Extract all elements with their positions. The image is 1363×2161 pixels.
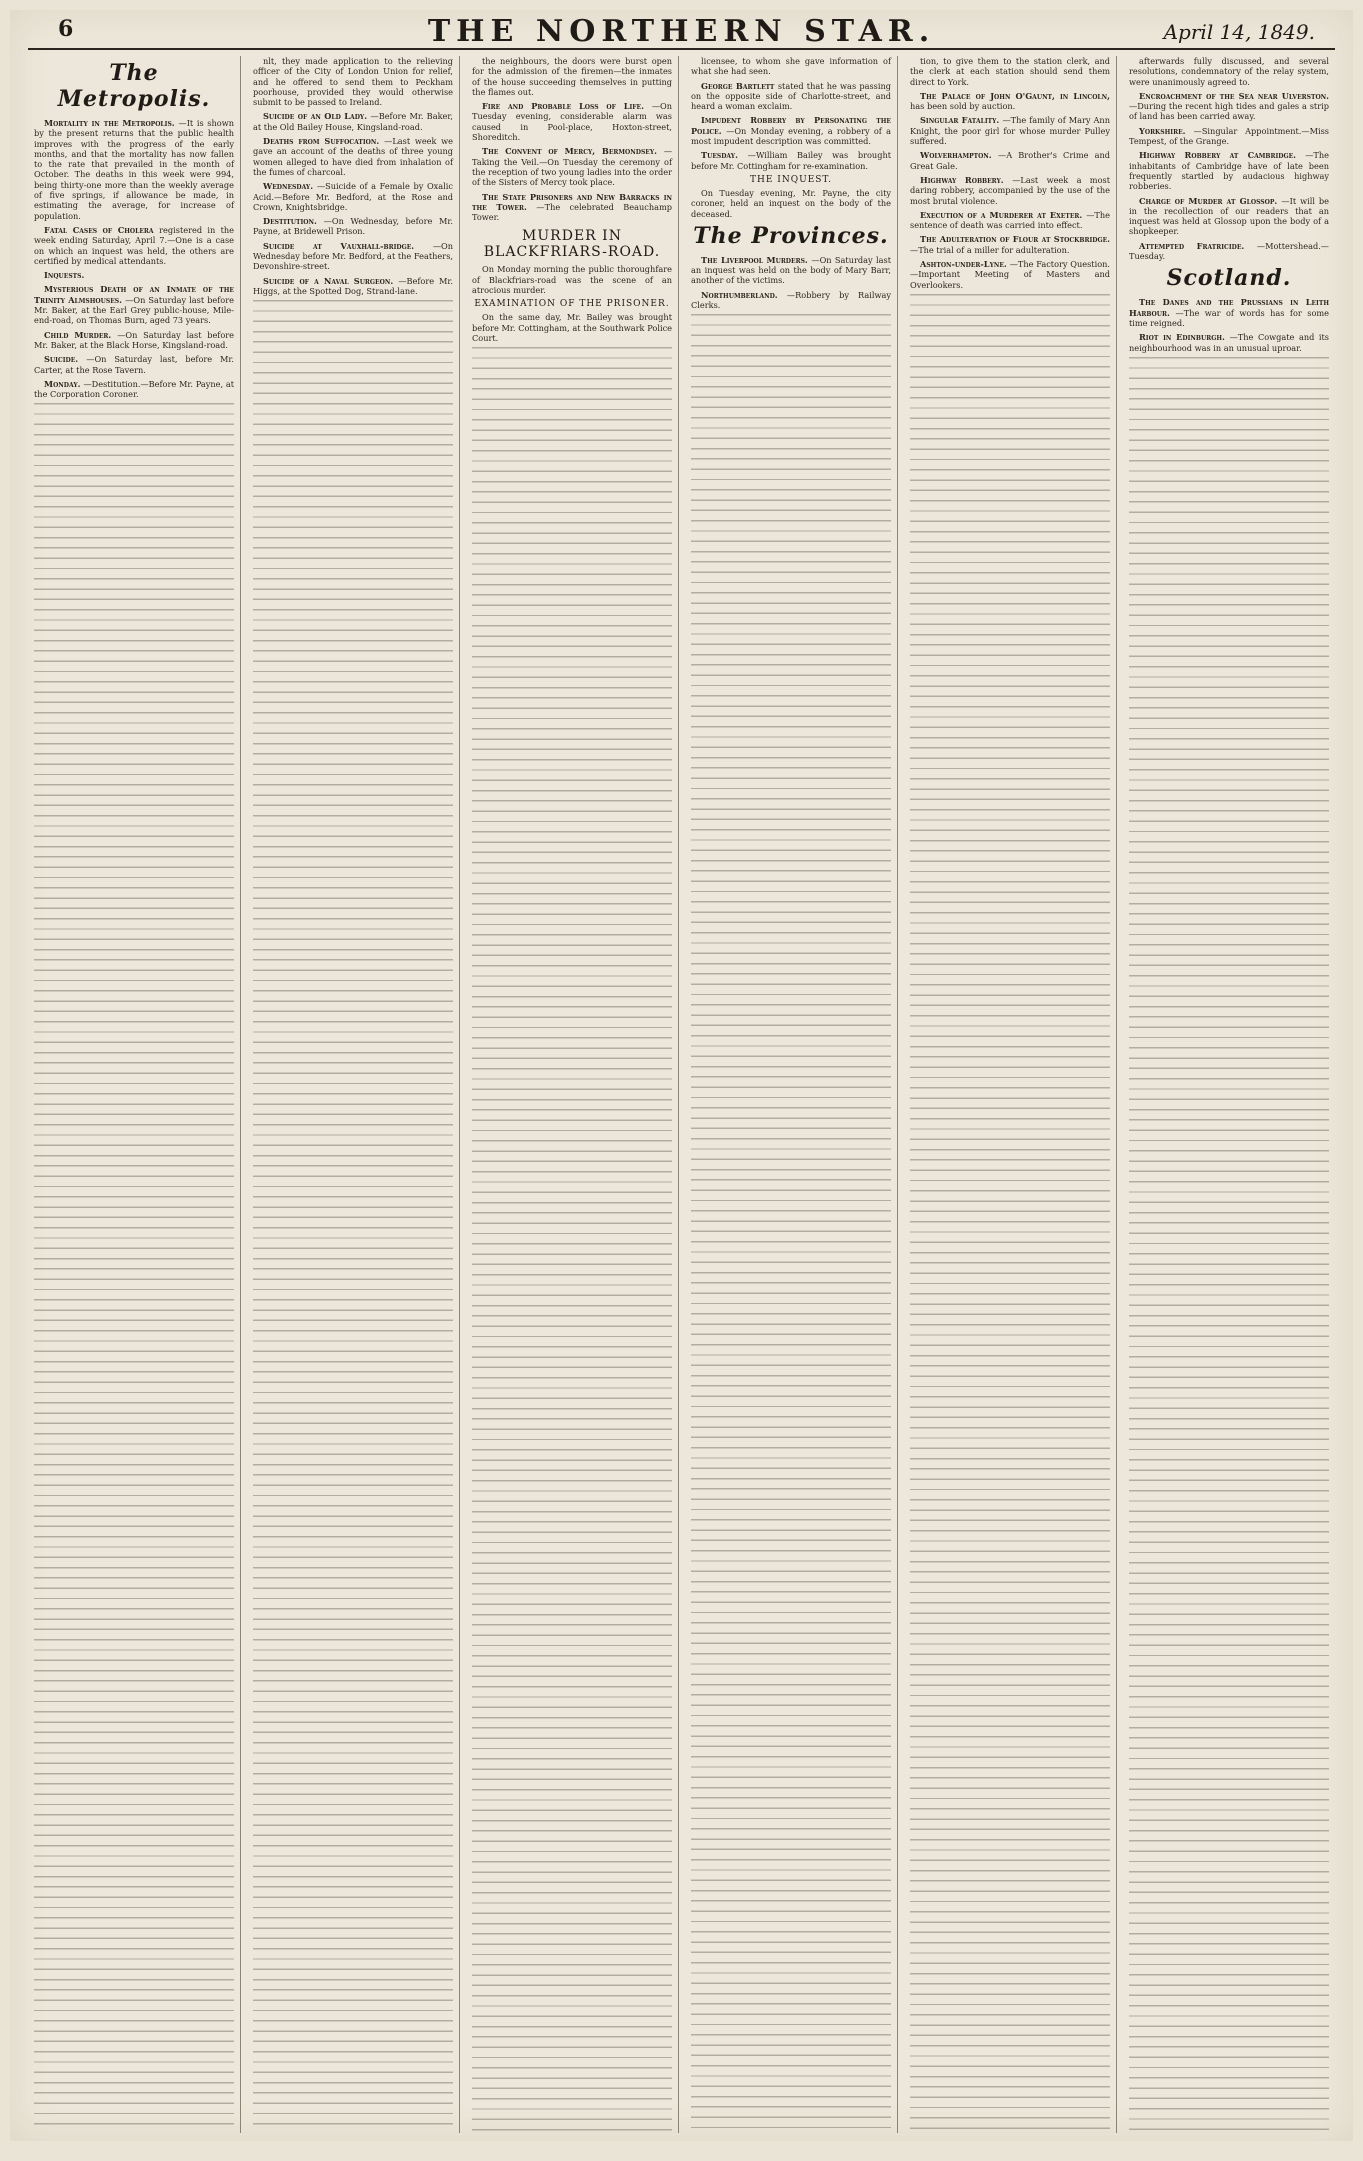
article-text: —A Brother's Crime and Great Gale. [910, 150, 1110, 171]
article-lead: Wednesday. [263, 181, 317, 192]
article-text: On Monday morning the public thoroughfare of Blackfriars-road was the scene of an atrocious murder. [472, 264, 672, 296]
article-paragraph [1129, 241, 1329, 262]
article-text: tion, to give them to the station clerk, and the clerk at each station should send them direct to York. [910, 56, 1110, 87]
article-paragraph [910, 115, 1110, 146]
newsprint-texture [253, 300, 453, 2133]
article-paragraph [910, 210, 1110, 231]
article-paragraph [472, 146, 672, 187]
column-1 [28, 56, 241, 2133]
article-lead: Impudent Robbery by Personating the Police. [691, 115, 891, 136]
article-paragraph [253, 56, 453, 107]
article-paragraph [253, 136, 453, 177]
article-paragraph [1129, 56, 1329, 87]
article-text: afterwards fully discussed, and several resolutions, condemnatory of the relay system, were unanimously agreed to. [1129, 56, 1329, 87]
article-lead: Tuesday. [701, 150, 748, 161]
article-paragraph [34, 330, 234, 351]
article-lead: Monday. [44, 378, 84, 389]
article-paragraph [691, 255, 891, 286]
article-text: —On Saturday last before Mr. Baker, at the Earl Grey public-house, Mile-end-road, on Thomas Burn, aged 73 years. [34, 294, 234, 326]
article-text: —Robbery by Railway Clerks. [691, 289, 891, 311]
issue-date: April 14, 1849. [1163, 20, 1315, 44]
article-lead: The Adulteration of Flour at Stockbridge. [920, 234, 1110, 245]
article-text: —Before Mr. Higgs, at the Spotted Dog, Strand-lane. [253, 275, 453, 296]
article-lead: Suicide of an Old Lady. [263, 111, 371, 122]
article-paragraph [1129, 297, 1329, 328]
article-lead: Charge of Murder at Glossop. [1139, 195, 1282, 206]
column-4 [685, 56, 898, 2133]
article-text: —During the recent high tides and gales a strip of land has been carried away. [1129, 101, 1329, 122]
article-text: —The inhabitants of Cambridge have of late been frequently startled by audacious highway robberies. [1129, 150, 1329, 192]
article-text: licensee, to whom she gave information of what she had seen. [691, 56, 891, 77]
article-text: —On Saturday last, before Mr. Carter, at the Rose Tavern. [34, 354, 235, 375]
article-lead: The Palace of John O'Gaunt, in Lincoln, [920, 90, 1110, 101]
article-paragraph [472, 56, 672, 97]
newspaper-page [10, 10, 1353, 2141]
article-text: —The Factory Question.—Important Meeting of Masters and Overlookers. [910, 259, 1110, 290]
article-paragraph [253, 276, 453, 297]
article-text: —Last week a most daring robbery, accompanied by the use of the most brutal violence. [910, 174, 1110, 206]
article-text: On the same day, Mr. Bailey was brought before Mr. Cottingham, at the Southwark Police Court. [472, 312, 672, 343]
article-text: —William Bailey was brought before Mr. Cottingham for re-examination. [691, 150, 892, 171]
article-text: nlt, they made application to the relieving officer of the City of London Union for relief, and he offered to send them to Peckham poorhouse, provided they would otherwise submit to be passed to Ireland. [253, 56, 453, 108]
article-paragraph [1129, 196, 1329, 237]
newsprint-texture [472, 347, 672, 2133]
column-5 [904, 56, 1117, 2133]
article-paragraph [910, 234, 1110, 255]
article-text: —On Wednesday, before Mr. Payne, at Bridewell Prison. [253, 216, 453, 237]
article-lead: The Danes and the Prussians in Leith Harbour. [1129, 297, 1329, 318]
article-text: registered in the week ending Saturday, April 7.—One is a case on which an inquest was held, the others are certified by medical attendants. [34, 224, 234, 266]
newsprint-texture [910, 294, 1110, 2133]
article-text: —Last week we gave an account of the deaths of three young women alleged to have died from inhalation of the fumes of charcoal. [253, 136, 453, 177]
article-lead: Singular Fatality. [920, 115, 1003, 126]
article-paragraph [910, 91, 1110, 112]
article-text: —Singular Appointment.—Miss Tempest, of the Grange. [1129, 125, 1329, 147]
article-text: —On Saturday last an inquest was held on the body of Mary Barr, another of the victims. [691, 254, 891, 286]
article-text: the neighbours, the doors were burst open for the admission of the firemen—the inmates of the house succeeding themselves in putting the flames out. [472, 56, 672, 97]
newsprint-texture [1129, 357, 1329, 2133]
article-paragraph [34, 225, 234, 266]
section-heading: The Metropolis. [57, 60, 211, 112]
article-text: —It is shown by the present returns that the public health improves with the progress of the early months, and that the mortality has now fallen to the rate that prevailed in the month of October. The deaths in this week were 994, being thirty-one more than the weekly average of five springs, if allowance be made, in estimating the average, for increase of population. [34, 118, 234, 221]
article-paragraph [472, 192, 672, 223]
article-paragraph [1129, 150, 1329, 191]
article-lead: The State Prisoners and New Barracks in the Tower. [472, 191, 672, 212]
newsprint-texture [691, 314, 891, 2133]
article-paragraph [910, 150, 1110, 171]
article-lead: The Convent of Mercy, Bermondsey. [482, 146, 664, 157]
article-lead: Encroachment of the Sea near Ulverston. [1139, 90, 1329, 101]
article-paragraph [1129, 126, 1329, 147]
article-lead: Attempted Fratricide. [1139, 240, 1257, 251]
article-heading: MURDER IN BLACKFRIARS-ROAD. [483, 228, 661, 261]
article-paragraph [691, 188, 891, 219]
article-text: has been sold by auction. [910, 101, 1016, 112]
article-text: On Tuesday evening, Mr. Payne, the city coroner, held an inquest on the body of the deceased. [691, 187, 891, 219]
article-text: —On Wednesday before Mr. Bedford, at the Feathers, Devonshire-street. [253, 240, 453, 272]
article-lead: Suicide. [44, 354, 87, 365]
article-paragraph [910, 175, 1110, 206]
article-lead: Deaths from Suffocation. [263, 136, 385, 147]
article-text: —Taking the Veil.—On Tuesday the ceremony of the reception of two young ladies into the order of the Sisters of Mercy took place. [472, 146, 672, 188]
article-lead: Mortality in the Metropolis. [44, 118, 179, 128]
article-subheading: EXAMINATION OF THE PRISONER. [474, 299, 670, 310]
article-paragraph [1129, 91, 1329, 122]
article-text: —Before Mr. Baker, at the Old Bailey House, Kingsland-road. [253, 111, 453, 132]
masthead [28, 16, 1335, 50]
article-paragraph [910, 259, 1110, 290]
article-text: —The Cowgate and its neighbourhood was in an unusual uproar. [1129, 332, 1329, 353]
article-paragraph [691, 81, 891, 112]
article-paragraph [253, 216, 453, 237]
article-lead: Highway Robbery at Cambridge. [1139, 150, 1306, 161]
article-text: —On Saturday last before Mr. Baker, at the Black Horse, Kingsland-road. [34, 329, 235, 350]
article-lead: Fatal Cases of Cholera [44, 224, 160, 235]
article-paragraph [472, 101, 672, 142]
article-text: stated that he was passing on the opposite side of Charlotte-street, and heard a woman exclaim. [691, 80, 892, 112]
article-paragraph [472, 264, 672, 295]
article-paragraph [253, 241, 453, 272]
newspaper-title: THE NORTHERN STAR. [427, 14, 936, 49]
article-lead: Ashton-under-Lyne. [920, 259, 1010, 270]
article-paragraph [910, 56, 1110, 87]
article-text: —Suicide of a Female by Oxalic Acid.—Before Mr. Bedford, at the Rose and Crown, Knightsbridge. [253, 181, 454, 212]
article-paragraph [1129, 332, 1329, 353]
article-text: —The family of Mary Ann Knight, the poor girl for whose murder Pulley suffered. [910, 115, 1110, 147]
article-lead: Suicide of a Naval Surgeon. [263, 275, 399, 286]
article-lead: Destitution. [263, 216, 324, 227]
article-lead: The Liverpool Murders. [701, 254, 812, 265]
article-paragraph [691, 115, 891, 146]
article-text: —The war of words has for some time reigned. [1129, 307, 1329, 328]
article-lead: Riot in Edinburgh. [1139, 332, 1230, 343]
article-lead: Fire and Probable Loss of Life. [482, 101, 652, 112]
article-lead: Suicide at Vauxhall-bridge. [263, 240, 433, 251]
article-lead: George Bartlett [701, 80, 778, 91]
article-subheading: THE INQUEST. [750, 174, 832, 185]
section-heading: Scotland. [1166, 265, 1292, 292]
article-paragraph [253, 181, 453, 212]
article-paragraph [691, 290, 891, 311]
article-text: —The sentence of death was carried into effect. [910, 209, 1110, 231]
article-text: —Destitution.—Before Mr. Payne, at the Corporation Coroner. [34, 378, 234, 400]
article-paragraph [34, 379, 234, 400]
section-heading: The Provinces. [693, 222, 889, 249]
article-text: —It will be in the recollection of our readers that an inquest was held at Glossop upon the body of a shopkeeper. [1129, 195, 1329, 237]
article-text: —The trial of a miller for adulteration. [910, 244, 1070, 255]
article-paragraph [34, 354, 234, 375]
article-paragraph [691, 150, 891, 171]
article-paragraph [34, 118, 234, 221]
column-2 [247, 56, 460, 2133]
article-text: —On Tuesday evening, considerable alarm was caused in Pool-place, Hoxton-street, Shoreditch. [472, 101, 672, 143]
newsprint-texture [34, 403, 234, 2133]
article-lead: Mysterious Death of an Inmate of the Trinity Almshouses. [34, 284, 234, 305]
page-number: 6 [58, 16, 74, 42]
article-lead: Highway Robbery. [920, 174, 1013, 185]
article-lead: Northumberland. [701, 289, 787, 300]
article-paragraph [472, 312, 672, 343]
column-6 [1123, 56, 1335, 2133]
article-lead: Wolverhampton. [920, 150, 999, 161]
article-paragraph [253, 111, 453, 132]
article-paragraph [34, 270, 234, 280]
article-text: —On Monday evening, a robbery of a most impudent description was committed. [691, 125, 891, 147]
article-columns [28, 56, 1335, 2133]
article-text: —Mottershead.—Tuesday. [1129, 240, 1329, 262]
article-lead: Execution of a Murderer at Exeter. [920, 209, 1087, 220]
article-lead: Child Murder. [44, 329, 118, 340]
article-text: —The celebrated Beauchamp Tower. [472, 201, 672, 223]
column-3 [466, 56, 679, 2133]
article-lead: Inquests. [44, 270, 85, 281]
article-paragraph [34, 284, 234, 325]
article-paragraph [691, 56, 891, 77]
article-lead: Yorkshire. [1139, 125, 1194, 136]
